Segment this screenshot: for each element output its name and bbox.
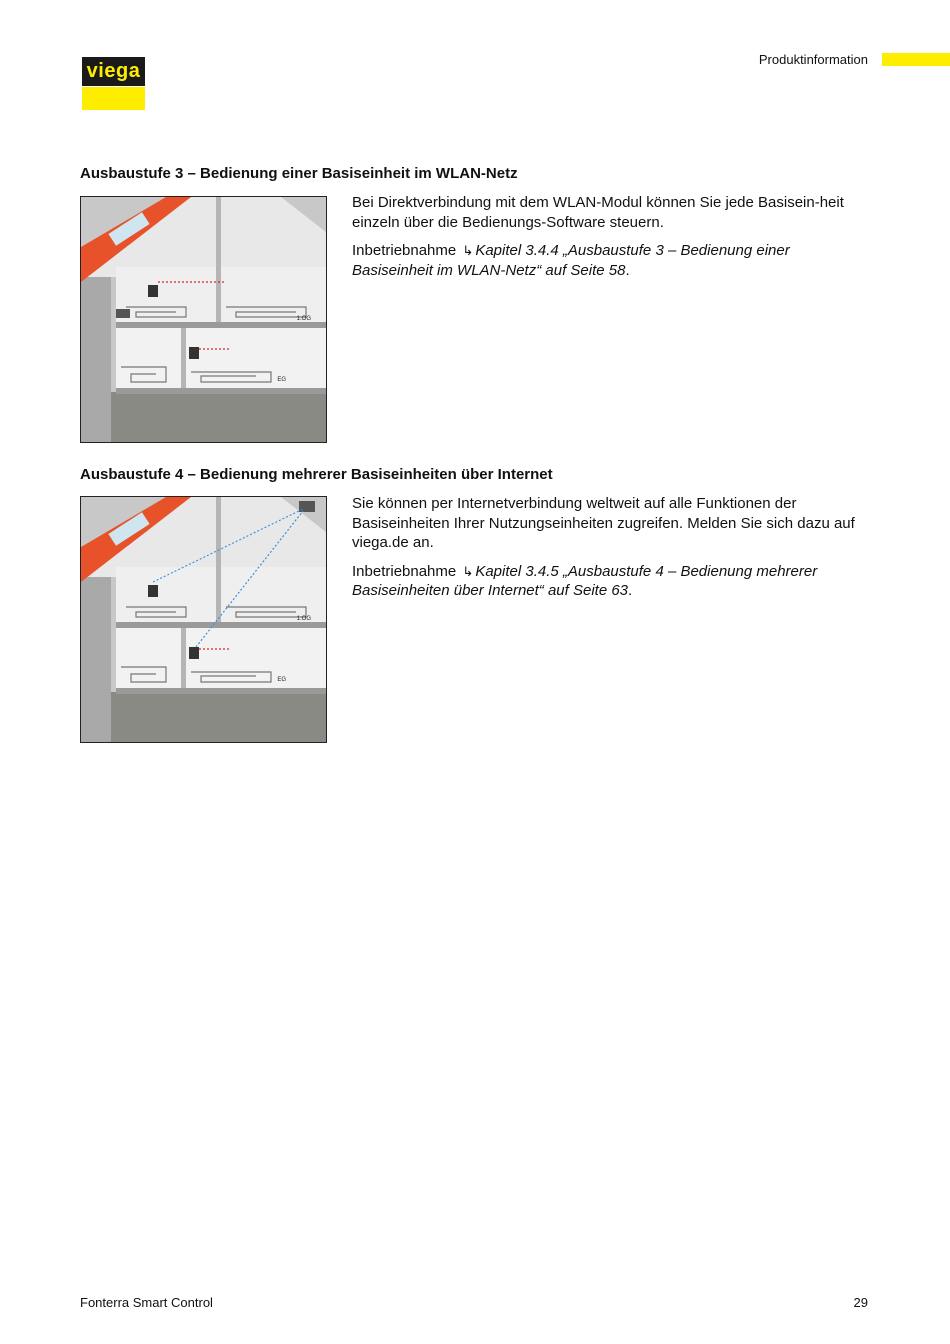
trailing-period: . — [625, 261, 630, 279]
section-title-stage-4: Ausbaustufe 4 – Bedienung mehrerer Basiseinheiten über Internet — [80, 466, 553, 483]
chapter-reference-link[interactable]: Kapitel 3.4.4 „Ausbaustufe 3 – Bedienung einer Basiseinheit im WLAN-Netz“ auf Seite 58 — [352, 242, 790, 279]
section-text-stage-3 — [352, 193, 872, 289]
paragraph-commissioning — [352, 562, 872, 601]
section-text-stage-4 — [352, 494, 872, 610]
house-illustration-wlan — [80, 196, 327, 443]
floor-label-upper: 1.OG — [296, 616, 311, 622]
section-label: Produktinformation — [758, 52, 868, 67]
page-number: 29 — [853, 1295, 868, 1310]
logo-wordmark: viega — [86, 60, 141, 82]
floor-label-upper: 1.OG — [296, 316, 311, 322]
chapter-reference-link[interactable]: Kapitel 3.4.5 „Ausbaustufe 4 – Bedienung mehrerer Basiseinheiten über Internet“ auf Seite 63 — [352, 562, 818, 599]
paragraph-description: Sie können per Internetverbindung weltweit auf alle Funktionen der Basiseinheiten Ihrer Nutzungseinheiten zugreifen. Melden Sie sich dazu auf viega.de an. — [352, 495, 855, 551]
header-accent-bar — [882, 53, 950, 66]
cross-reference-arrow-icon: ↳ — [462, 563, 474, 579]
footer-product-name: Fonterra Smart Control — [80, 1295, 213, 1310]
paragraph-commissioning — [352, 241, 872, 280]
lead-text: Inbetriebnahme — [352, 242, 457, 259]
floor-label-ground: EG — [277, 377, 286, 383]
paragraph-description: Bei Direktverbindung mit dem WLAN-Modul können Sie jede Basisein-heit einzeln über die Bedienungs-Software steuern. — [352, 194, 844, 231]
floor-label-ground: EG — [277, 677, 286, 683]
viega-logo — [82, 57, 145, 110]
trailing-period: . — [628, 582, 633, 599]
cross-reference-arrow-icon: ↳ — [462, 243, 474, 258]
lead-text: Inbetriebnahme — [352, 562, 457, 580]
house-illustration-internet — [80, 496, 327, 743]
section-title-stage-3: Ausbaustufe 3 – Bedienung einer Basiseinheit im WLAN-Netz — [80, 165, 518, 182]
